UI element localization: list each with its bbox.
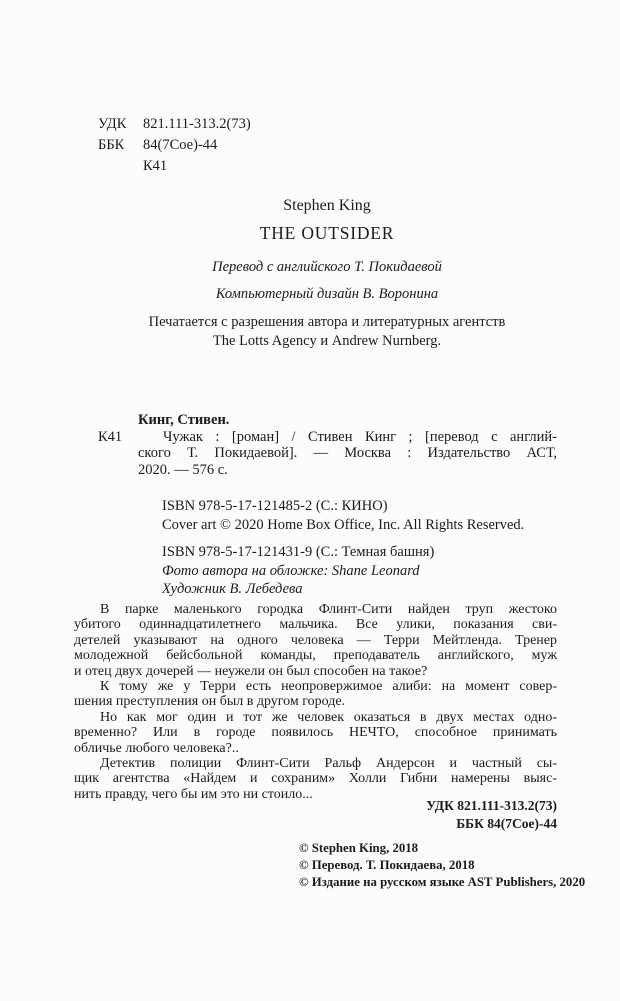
bottom-udk: УДК 821.111-313.2(73): [426, 798, 557, 813]
book-title: THE OUTSIDER: [259, 223, 395, 243]
credits-block: [74, 259, 580, 303]
permission-note: [74, 313, 580, 351]
bbk-code-row: [98, 135, 251, 156]
annotation-line: и отец двух дочерей — неужели он был способен на такое?: [74, 663, 428, 679]
bbk-value: 84(7Сое)-44: [143, 137, 218, 153]
annotation-line: молодежной бейсбольной команды, преподаватель английского, муж: [74, 648, 557, 664]
catalog-line: Чужак : [роман] / Стивен Кинг ; [перевод с англий-: [163, 428, 557, 445]
copyright-block: [299, 840, 585, 891]
udk-code-row: [98, 114, 251, 135]
copyright-line: © Издание на русском языке AST Publishers, 2020: [299, 875, 586, 889]
top-codes: [98, 114, 251, 177]
permission-line: The Lotts Agency и Andrew Nurnberg.: [212, 333, 442, 349]
copyright-line: © Перевод. Т. Покидаева, 2018: [299, 858, 475, 872]
artist-credit-line: Художник В. Лебедева: [162, 581, 303, 597]
annotation-line: Но как мог один и тот же человек оказаться в двух местах одно-: [100, 709, 557, 725]
annotation: [74, 602, 557, 802]
annotation-line: детелей указывают на одного человека — Терри Мейтленда. Тренер: [74, 632, 557, 648]
isbn-line: ISBN 978-5-17-121431-9 (С.: Темная башня): [162, 544, 435, 560]
catalog-author-sign: К41: [98, 429, 123, 445]
title-block: [74, 197, 580, 244]
catalog-line: 2020. — 576 с.: [138, 461, 228, 478]
design-credit: Компьютерный дизайн В. Воронина: [215, 286, 439, 302]
translator-credit: Перевод с английского Т. Покидаевой: [212, 259, 442, 275]
catalog-body: [138, 412, 557, 478]
author-sign-value: К41: [143, 158, 168, 174]
catalog-line: ского Т. Покидаевой]. — Москва : Издательство АСТ,: [138, 445, 557, 461]
bbk-label: ББК: [98, 137, 125, 153]
udk-label: УДК: [98, 116, 127, 132]
permission-line: Печатается с разрешения автора и литературных агентств: [148, 314, 506, 330]
annotation-line: временно? Или в городе появилось НЕЧТО, способное принимать: [74, 725, 557, 741]
author-sign-row: [98, 156, 251, 177]
catalog-author-heading: Кинг, Стивен.: [138, 412, 230, 428]
catalog-entry: [98, 412, 557, 478]
annotation-line: К тому же у Терри есть неопровержимое алиби: на момент совер-: [100, 679, 557, 695]
annotation-line: шения преступления он был в другом городе.: [74, 694, 346, 710]
bottom-codes: [426, 797, 557, 832]
photo-credit-line: Фото автора на обложке: Shane Leonard: [162, 562, 420, 579]
annotation-line: Детектив полиции Флинт-Сити Ральф Андерсон и частный сы-: [100, 756, 557, 772]
copyright-line: © Stephen King, 2018: [299, 841, 419, 855]
annotation-line: щик агентства «Найдем и сохраним» Холли Гибни намерены выяс-: [74, 771, 557, 787]
annotation-line: убитого одиннадцатилетнего мальчика. Все улики, показания сви-: [74, 617, 557, 633]
isbn-block-dark-tower: [162, 543, 434, 599]
annotation-line: В парке маленького городка Флинт-Сити найден труп жестоко: [100, 602, 557, 617]
book-author: Stephen King: [283, 197, 371, 214]
cover-art-copyright-line: Cover art © 2020 Home Box Office, Inc. All Rights Reserved.: [162, 516, 525, 533]
isbn-block-kino: [162, 497, 524, 534]
isbn-line: ISBN 978-5-17-121485-2 (С.: КИНО): [162, 498, 388, 514]
annotation-line: нить правду, чего бы им это ни стоило...: [74, 786, 313, 802]
bottom-bbk: ББК 84(7Сое)-44: [456, 815, 557, 831]
annotation-line: обличье любого человека?..: [74, 740, 239, 756]
udk-value: 821.111-313.2(73): [143, 116, 251, 132]
